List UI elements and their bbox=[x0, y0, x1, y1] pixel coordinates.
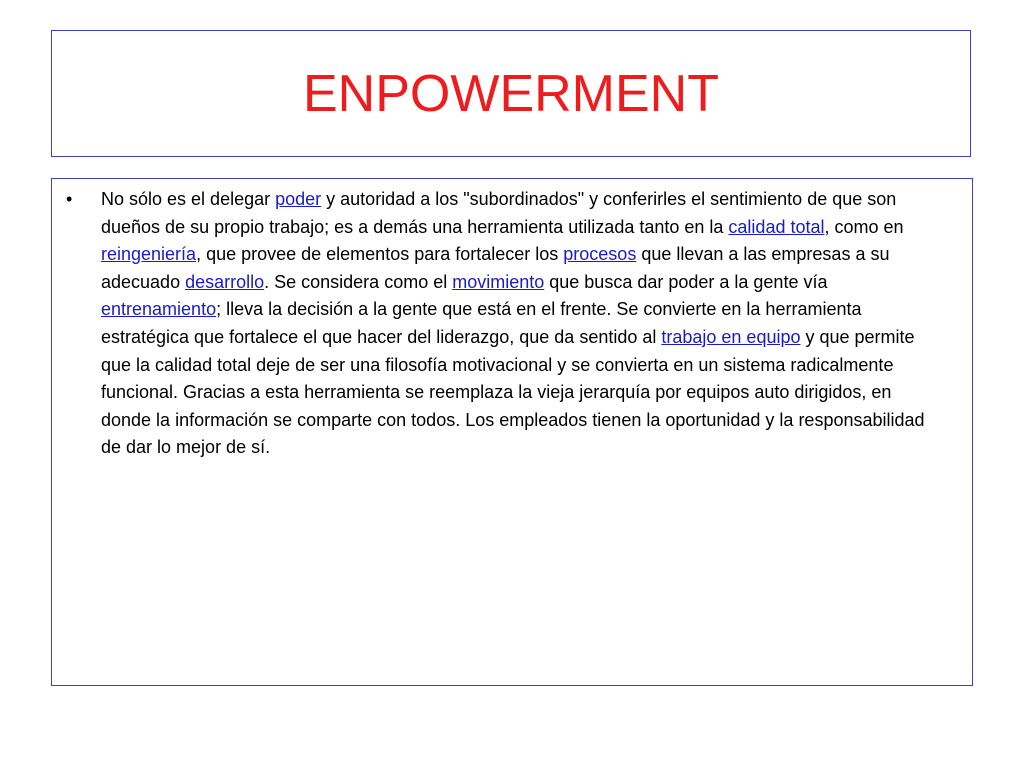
paragraph-text-run: ; lleva la decisión a la gente que está en el frente. Se convierte en la herramienta estratégica que fortalece el que hacer del liderazgo, que da sentido al bbox=[101, 299, 862, 347]
link-procesos[interactable]: procesos bbox=[563, 244, 637, 265]
content-placeholder bbox=[51, 178, 973, 686]
link-reingeniería[interactable]: reingeniería bbox=[101, 244, 197, 265]
link-calidad-total[interactable]: calidad total bbox=[728, 216, 825, 237]
link-desarrollo[interactable]: desarrollo bbox=[185, 271, 265, 292]
paragraph-text-run: No sólo es el delegar bbox=[101, 189, 276, 209]
paragraph-text-run: que busca dar poder a la gente vía bbox=[544, 271, 828, 292]
bullet-icon: • bbox=[66, 189, 73, 209]
paragraph-text-run: , que provee de elementos para fortalecer los bbox=[196, 244, 564, 265]
link-entrenamiento[interactable]: entrenamiento bbox=[101, 299, 217, 320]
paragraph-text-run: que llevan a las empresas a su adecuado bbox=[101, 244, 890, 292]
link-movimiento[interactable]: movimiento bbox=[452, 271, 545, 292]
link-trabajo-en-equipo[interactable]: trabajo en equipo bbox=[661, 326, 801, 347]
bullet-paragraph bbox=[101, 186, 946, 462]
link-poder[interactable]: poder bbox=[275, 189, 322, 209]
paragraph-text-run: y que permite que la calidad total deje de ser una filosofía motivacional y se convierta en un sistema radicalmente funcional. Gracias a esta herramienta se reemplaza la vieja jerarquía por equipos auto dirigidos, en donde la información se comparte con todos. Los empleados tienen la oportunidad y la responsabilidad de dar lo mejor de sí. bbox=[101, 326, 925, 458]
bullet-item bbox=[66, 186, 946, 462]
title-placeholder bbox=[51, 30, 971, 157]
paragraph-text-run: y autoridad a los "subordinados" y conferirles el sentimiento de que son dueños de su propio trabajo; es a demás una herramienta utilizada tanto en la bbox=[101, 189, 897, 237]
paragraph-text-run: , como en bbox=[824, 216, 904, 237]
slide-title: ENPOWERMENT bbox=[303, 64, 719, 123]
paragraph-text-run: . Se considera como el bbox=[264, 271, 453, 292]
